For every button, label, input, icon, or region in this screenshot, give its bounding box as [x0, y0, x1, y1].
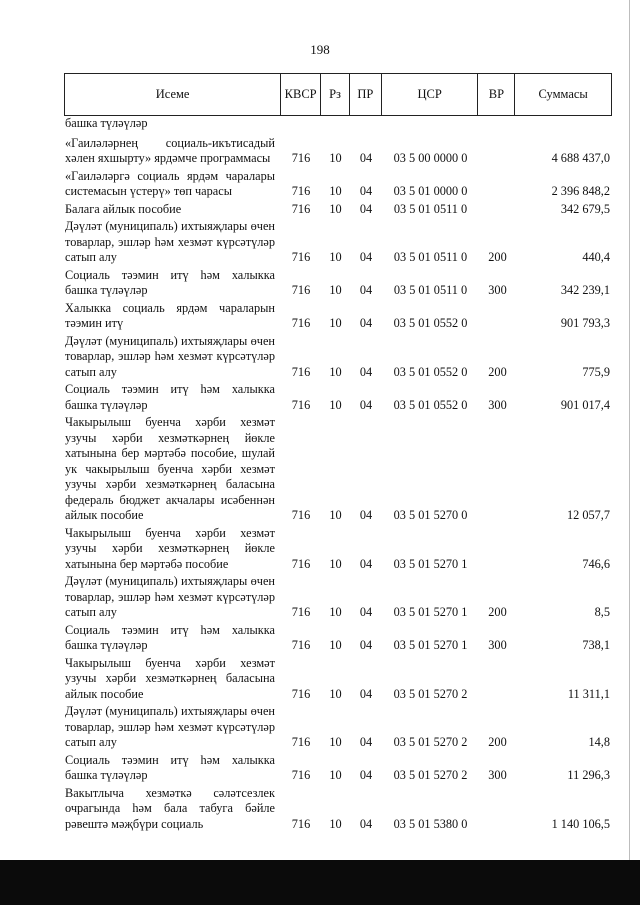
cell-csr: 03 5 01 0511 0 [393, 250, 468, 264]
cell-sum: 738,1 [582, 638, 610, 652]
cell-name: Социаль тәэмин итү һәм халыкка башка түләүләр [65, 622, 275, 652]
cell-sum: 11 296,3 [567, 768, 610, 782]
cell-rz: 10 [329, 605, 342, 619]
cell-pr: 04 [359, 283, 373, 297]
cell-name: Дәүләт (муниципаль) ихтыяҗлары өчен товарлар, эшләр һәм хезмәт күрсәтүләр сатып алу [65, 574, 275, 619]
cell-name: Халыкка социаль ярдәм чараларын тәэмин итү [65, 300, 275, 330]
cell-vr: 200 [488, 605, 507, 619]
scan-bottom-bar [0, 860, 640, 905]
cell-name: Социаль тәэмин итү һәм халыкка башка түләүләр [65, 267, 275, 297]
table-row [64, 574, 612, 623]
cell-rz: 10 [329, 184, 342, 198]
cell-vr: 200 [488, 364, 507, 379]
cell-vr: 300 [488, 638, 507, 652]
table-row [64, 656, 612, 705]
cell-csr: 03 5 01 5380 0 [393, 816, 468, 831]
header-sum: Суммасы [538, 87, 588, 101]
cell-sum: 746,6 [582, 556, 610, 571]
cell-rz: 10 [329, 735, 342, 749]
cell-pr: 04 [359, 201, 373, 216]
cell-vr: 300 [488, 768, 507, 782]
cell-csr: 03 5 01 0511 0 [393, 283, 468, 297]
cell-csr: 03 5 01 5270 2 [393, 686, 468, 701]
table-row [64, 704, 612, 753]
cell-sum: 440,4 [582, 250, 610, 264]
table-row [64, 415, 612, 526]
table-row [64, 382, 612, 415]
cell-kvsr: 716 [291, 735, 311, 749]
cell-rz: 10 [329, 151, 342, 165]
table-row [64, 268, 612, 301]
cell-vr: 300 [488, 397, 507, 412]
cell-rz: 10 [329, 556, 342, 571]
cell-rz: 10 [329, 316, 342, 330]
budget-table [64, 73, 612, 834]
table-row [64, 753, 612, 786]
table-row [64, 219, 612, 268]
cell-pr: 04 [359, 605, 373, 619]
cell-kvsr: 716 [291, 250, 311, 264]
cell-pr: 04 [359, 556, 373, 571]
cell-pr: 04 [359, 316, 373, 330]
cell-pr: 04 [359, 250, 373, 264]
row-name: башка түләүләр [65, 116, 148, 130]
table-row [64, 526, 612, 575]
cell-csr: 03 5 01 5270 1 [393, 638, 468, 652]
cell-name: Чакырылыш буенча хәрби хезмәт узучы хәрби хезмәткәрнең йөкле хатынына бер мәртәбә пособие, шулай ук чакырылыш буенча хәрби хезмәт узучы хәрби хезмәткәрнең баласына федераль бюджет акчалары исәбеннән айлык пособие [65, 415, 275, 522]
cell-kvsr: 716 [291, 201, 311, 216]
cell-name: Чакырылыш буенча хәрби хезмәт узучы хәрби хезмәткәрнең баласына айлык пособие [65, 655, 275, 701]
cell-kvsr: 716 [291, 556, 311, 571]
cell-sum: 342 679,5 [560, 201, 610, 216]
cell-rz: 10 [329, 768, 342, 782]
cell-sum: 1 140 106,5 [551, 816, 610, 831]
cell-sum: 901 793,3 [560, 316, 610, 330]
cell-kvsr: 716 [291, 397, 311, 412]
cell-name: Дәүләт (муниципаль) ихтыяҗлары өчен товарлар, эшләр һәм хезмәт күрсәтүләр сатып алу [65, 704, 275, 749]
cell-sum: 342 239,1 [560, 283, 610, 297]
table-body [64, 116, 612, 834]
cell-sum: 12 057,7 [566, 508, 610, 522]
table-row [64, 786, 612, 835]
cell-pr: 04 [359, 508, 373, 522]
cell-name: «Гаиләләргә социаль ярдәм чаралары системасын үстерү» төп чарасы [65, 168, 275, 198]
cell-name: Балага айлык пособие [65, 201, 182, 216]
cell-csr: 03 5 00 0000 0 [393, 151, 468, 165]
header-rz: Рз [321, 74, 350, 115]
cell-name: Чакырылыш буенча хәрби хезмәт узучы хәрби хезмәткәрнең йөкле хатынына бер мәртәбә пособие [65, 525, 275, 571]
table-row [64, 623, 612, 656]
cell-vr: 300 [488, 283, 507, 297]
cell-sum: 901 017,4 [560, 397, 610, 412]
cell-sum: 14,8 [588, 735, 610, 749]
cell-rz: 10 [329, 816, 342, 831]
header-name: Исеме [65, 74, 281, 115]
cell-csr: 03 5 01 5270 2 [393, 768, 468, 782]
cell-kvsr: 716 [291, 605, 311, 619]
header-csr: ЦСР [382, 74, 479, 115]
cell-pr: 04 [359, 768, 373, 782]
cell-kvsr: 716 [291, 316, 311, 330]
cell-kvsr: 716 [291, 638, 311, 652]
cell-csr: 03 5 01 0552 0 [393, 316, 468, 330]
table-row [64, 334, 612, 383]
table-row [64, 202, 612, 220]
cell-rz: 10 [329, 283, 342, 297]
cell-name: Дәүләт (муниципаль) ихтыяҗлары өчен товарлар, эшләр һәм хезмәт күрсәтүләр сатып алу [65, 219, 275, 264]
table-row [64, 301, 612, 334]
cell-name: «Гаиләләрнең социаль-икътисадый хәлен яхшырту» ярдәмче программасы [65, 135, 275, 165]
cell-kvsr: 716 [291, 686, 311, 701]
table-header [64, 73, 612, 116]
cell-kvsr: 716 [291, 364, 311, 379]
cell-rz: 10 [329, 364, 342, 379]
page-number: 198 [310, 42, 330, 57]
header-pr: ПР [350, 74, 382, 115]
cell-kvsr: 716 [291, 283, 311, 297]
cell-kvsr: 716 [291, 816, 311, 831]
cell-csr: 03 5 01 0552 0 [393, 397, 468, 412]
cell-pr: 04 [359, 686, 373, 701]
scan-edge-line [629, 0, 630, 860]
cell-csr: 03 5 01 5270 1 [393, 605, 468, 619]
cell-pr: 04 [359, 816, 373, 831]
cell-kvsr: 716 [291, 184, 311, 198]
cell-kvsr: 716 [291, 508, 311, 522]
cell-csr: 03 5 01 0511 0 [393, 201, 468, 216]
cell-rz: 10 [329, 638, 342, 652]
cell-vr: 200 [488, 250, 507, 264]
cell-pr: 04 [359, 397, 373, 412]
table-row [64, 169, 612, 202]
cell-sum: 11 311,1 [567, 686, 610, 701]
table-row [64, 136, 612, 169]
cell-csr: 03 5 01 5270 0 [393, 508, 468, 522]
cell-name: Социаль тәэмин итү һәм халыкка башка түләүләр [65, 382, 275, 412]
cell-sum: 8,5 [594, 605, 610, 619]
cell-vr: 200 [488, 735, 507, 749]
cell-pr: 04 [359, 735, 373, 749]
cell-rz: 10 [329, 201, 342, 216]
cell-csr: 03 5 01 0000 0 [393, 184, 468, 198]
header-kvsr: КВСР [281, 74, 321, 115]
cell-name: Вакытлыча хезмәткә сәләтсезлек очрагында һәм бала табуга бәйле рәвештә мәҗбүри социаль [65, 785, 275, 831]
cell-name: Дәүләт (муниципаль) ихтыяҗлары өчен товарлар, эшләр һәм хезмәт күрсәтүләр сатып алу [65, 333, 275, 379]
cell-sum: 775,9 [582, 364, 610, 379]
table-row-fragment [64, 116, 612, 136]
cell-pr: 04 [359, 151, 373, 165]
cell-rz: 10 [329, 686, 342, 701]
cell-csr: 03 5 01 5270 2 [393, 735, 468, 749]
cell-rz: 10 [329, 250, 342, 264]
header-vr: ВР [478, 74, 515, 115]
cell-rz: 10 [329, 508, 342, 522]
cell-pr: 04 [359, 638, 373, 652]
cell-kvsr: 716 [291, 768, 311, 782]
cell-rz: 10 [329, 397, 342, 412]
cell-name: Социаль тәэмин итү һәм халыкка башка түләүләр [65, 752, 275, 782]
cell-kvsr: 716 [291, 151, 311, 165]
cell-sum: 4 688 437,0 [551, 151, 610, 165]
cell-pr: 04 [359, 184, 373, 198]
cell-csr: 03 5 01 5270 1 [393, 556, 468, 571]
cell-pr: 04 [359, 364, 373, 379]
cell-csr: 03 5 01 0552 0 [393, 364, 468, 379]
cell-sum: 2 396 848,2 [551, 184, 610, 198]
